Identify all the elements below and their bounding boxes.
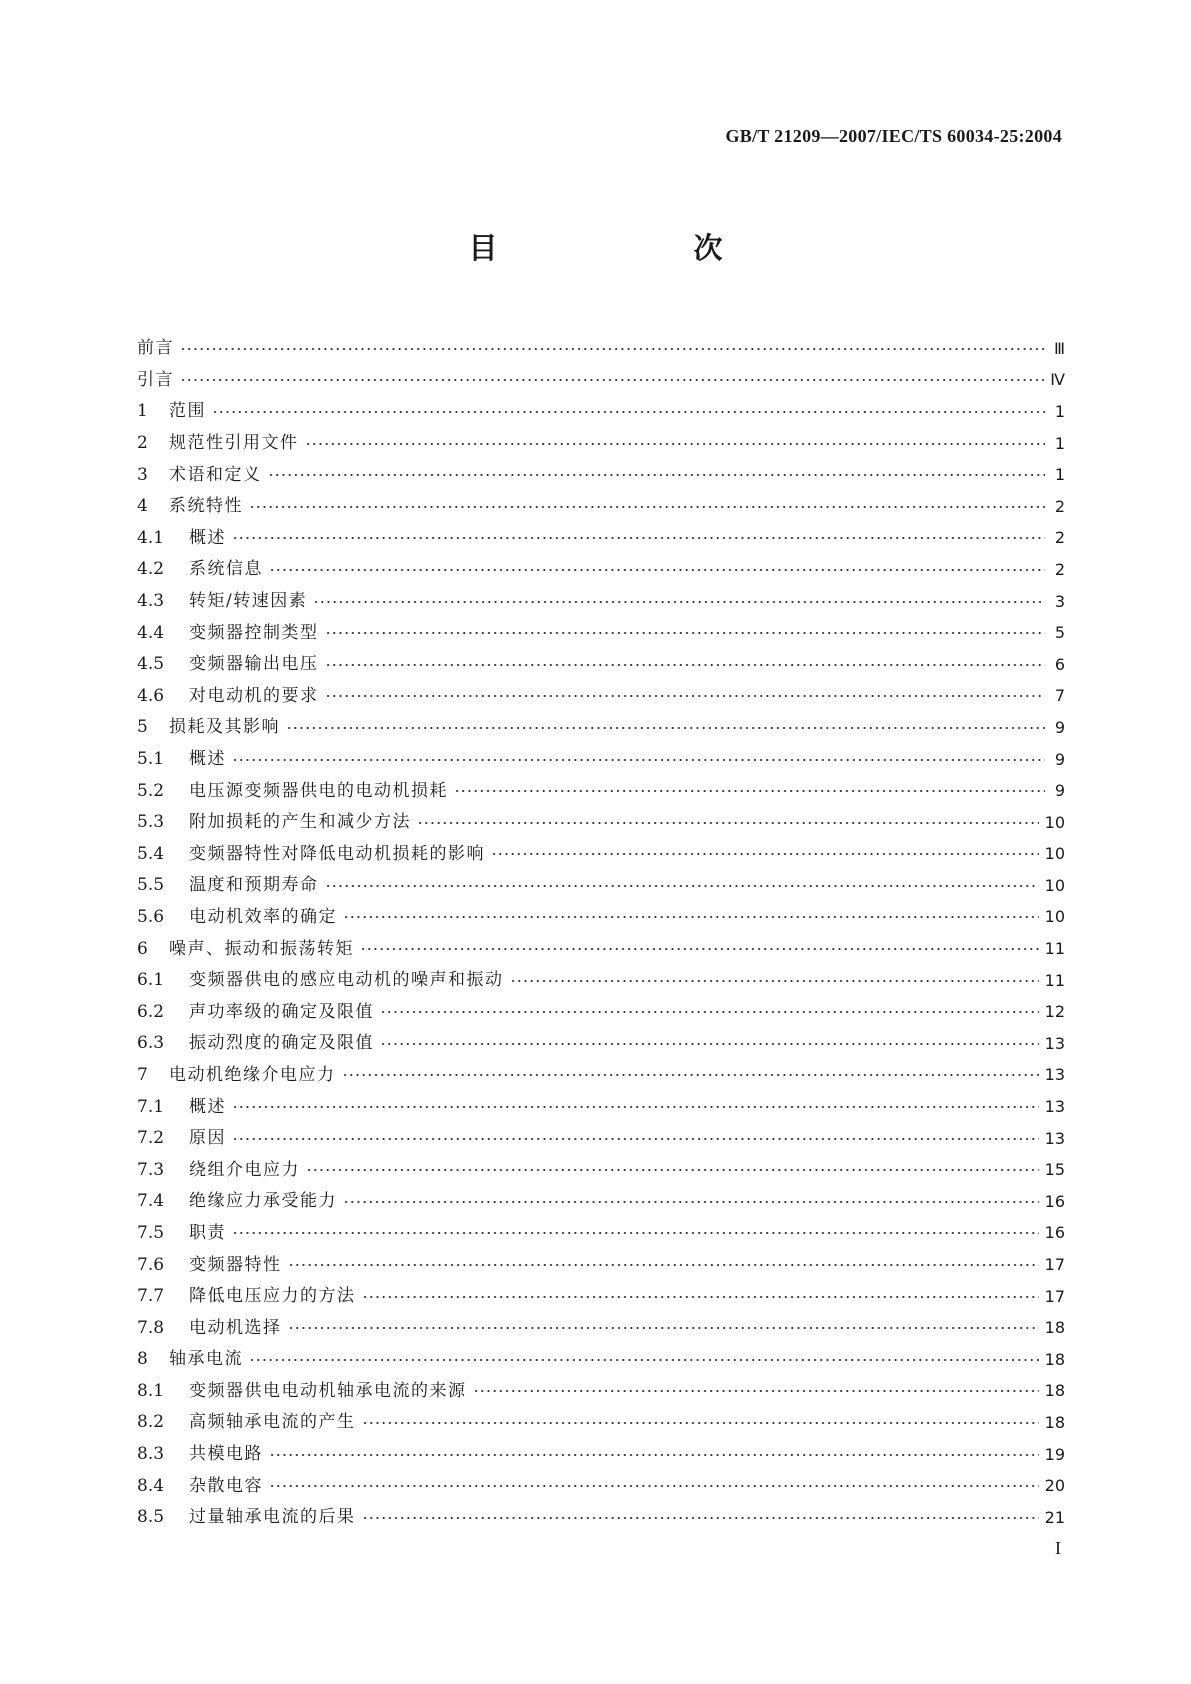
toc-entry-page: 10 (1044, 875, 1065, 895)
toc-dot-leader (232, 1135, 1039, 1143)
toc-entry-number: 7.8 (137, 1317, 165, 1338)
toc-entry-page: 15 (1044, 1160, 1065, 1180)
toc-entry-label: 共模电路 (189, 1444, 263, 1465)
toc-entry-page: 12 (1044, 1002, 1065, 1022)
toc-dot-leader (417, 819, 1039, 827)
toc-entry-number: 8.5 (137, 1507, 165, 1528)
toc-dot-leader (343, 913, 1039, 921)
toc-entry-number: 4 (137, 496, 148, 517)
toc-entry-number: 8.3 (137, 1444, 165, 1465)
toc-entry[interactable] (137, 712, 1065, 744)
toc-entry-label: 变频器供电电动机轴承电流的来源 (189, 1380, 467, 1401)
toc-entry-label: 变频器特性 (189, 1254, 282, 1275)
toc-dot-leader (491, 850, 1039, 858)
toc-entry-page: 2 (1054, 528, 1065, 548)
toc-dot-leader (249, 1356, 1039, 1364)
toc-entry-label: 声功率级的确定及限值 (189, 1001, 374, 1022)
toc-entry-page: 9 (1054, 781, 1065, 801)
toc-entry-page: 10 (1044, 844, 1065, 864)
toc-entry-number: 8.4 (137, 1475, 165, 1496)
toc-entry-number: 7.2 (137, 1128, 165, 1149)
toc-entry-page: 5 (1054, 623, 1065, 643)
toc-dot-leader (313, 598, 1045, 606)
toc-entry[interactable] (137, 1312, 1065, 1344)
toc-entry-number: 8 (137, 1349, 148, 1370)
toc-entry-label: 振动烈度的确定及限值 (189, 1033, 374, 1054)
toc-dot-leader (306, 1166, 1039, 1174)
toc-entry-page: 18 (1044, 1349, 1065, 1369)
toc-entry-page: 13 (1044, 1097, 1065, 1117)
toc-entry-page: 13 (1044, 1128, 1065, 1148)
toc-entry[interactable] (137, 1470, 1065, 1502)
toc-dot-leader (362, 1514, 1039, 1522)
toc-entry-number: 6.1 (137, 970, 165, 991)
toc-dot-leader (232, 756, 1045, 764)
toc-dot-leader (362, 1293, 1039, 1301)
toc-dot-leader (269, 566, 1045, 574)
toc-entry-page: 16 (1044, 1223, 1065, 1243)
toc-entry-number: 7.6 (137, 1254, 165, 1275)
toc-entry-page: 9 (1054, 717, 1065, 737)
toc-dot-leader (343, 1198, 1039, 1206)
toc-entry[interactable] (137, 1091, 1065, 1123)
toc-entry-page: Ⅲ (1053, 338, 1065, 358)
toc-dot-leader (288, 1324, 1039, 1332)
toc-entry-page: 9 (1054, 749, 1065, 769)
toc-entry[interactable] (137, 1249, 1065, 1281)
toc-entry[interactable] (137, 870, 1065, 902)
toc-entry[interactable] (137, 396, 1065, 428)
toc-dot-leader (325, 661, 1046, 669)
toc-entry-number: 4.2 (137, 559, 165, 580)
toc-entry-number: 5.3 (137, 812, 165, 833)
toc-entry[interactable] (137, 1376, 1065, 1408)
toc-entry-number: 7.3 (137, 1159, 165, 1180)
toc-entry-number: 7 (137, 1064, 148, 1085)
page-title: 目 次 (468, 231, 769, 265)
toc-entry-page: 17 (1044, 1255, 1065, 1275)
toc-entry-number: 1 (137, 401, 148, 422)
toc-entry-label: 变频器特性对降低电动机损耗的影响 (189, 843, 485, 864)
toc-entry-label: 绕组介电应力 (189, 1159, 300, 1180)
toc-entry-page: 1 (1054, 433, 1065, 453)
toc-entry-number: 6 (137, 938, 148, 959)
toc-entry-number: 5.2 (137, 780, 165, 801)
toc-entry-page: 2 (1054, 559, 1065, 579)
toc-dot-leader (305, 440, 1046, 448)
toc-entry-label: 概述 (189, 527, 226, 548)
toc-entry-page: 1 (1054, 465, 1065, 485)
toc-entry[interactable] (137, 617, 1065, 649)
toc-entry-label: 轴承电流 (169, 1349, 243, 1370)
toc-entry[interactable] (137, 1154, 1065, 1186)
toc-dot-leader (342, 1071, 1039, 1079)
toc-entry[interactable] (137, 649, 1065, 681)
toc-entry-page: 6 (1054, 654, 1065, 674)
page-number: I (1055, 1538, 1061, 1558)
toc-entry-number: 5 (137, 717, 148, 738)
toc-entry-page: 2 (1054, 496, 1065, 516)
toc-entry-number: 4.5 (137, 654, 165, 675)
toc-entry-label: 变频器供电的感应电动机的噪声和振动 (189, 970, 504, 991)
toc-entry-page: 13 (1044, 1033, 1065, 1053)
toc-entry-number: 4.6 (137, 685, 165, 706)
toc-entry-page: 19 (1044, 1444, 1065, 1464)
toc-entry[interactable] (137, 554, 1065, 586)
toc-entry-number: 5.1 (137, 749, 165, 770)
toc-entry[interactable] (137, 1060, 1065, 1092)
toc-dot-leader (232, 1229, 1039, 1237)
toc-dot-leader (325, 882, 1039, 890)
toc-dot-leader (325, 629, 1046, 637)
toc-entry[interactable] (137, 1281, 1065, 1313)
toc-entry[interactable] (137, 428, 1065, 460)
toc-entry[interactable] (137, 933, 1065, 965)
toc-entry[interactable] (137, 775, 1065, 807)
toc-entry-label: 职责 (189, 1222, 226, 1243)
toc-entry-label: 规范性引用文件 (169, 433, 299, 454)
toc-entry-page: 18 (1044, 1412, 1065, 1432)
toc-entry[interactable] (137, 1123, 1065, 1155)
toc-entry-page: 10 (1044, 907, 1065, 927)
toc-entry-page: Ⅳ (1050, 370, 1065, 390)
toc-dot-leader (454, 787, 1045, 795)
toc-dot-leader (380, 1008, 1039, 1016)
table-of-contents (137, 333, 1065, 1534)
toc-entry-label: 系统特性 (169, 496, 243, 517)
toc-entry-label: 系统信息 (189, 559, 263, 580)
toc-entry[interactable] (137, 902, 1065, 934)
toc-dot-leader (286, 724, 1045, 732)
toc-dot-leader (360, 945, 1039, 953)
toc-dot-leader (232, 1103, 1039, 1111)
toc-dot-leader (180, 376, 1044, 384)
toc-dot-leader (325, 692, 1046, 700)
toc-entry-page: 11 (1044, 939, 1065, 959)
toc-entry-label: 变频器控制类型 (189, 622, 319, 643)
toc-entry-number: 6.2 (137, 1001, 165, 1022)
toc-entry[interactable] (137, 1344, 1065, 1376)
toc-entry-number: 7.7 (137, 1286, 165, 1307)
toc-entry-label: 电压源变频器供电的电动机损耗 (189, 780, 448, 801)
toc-entry-label: 降低电压应力的方法 (189, 1286, 356, 1307)
toc-entry[interactable] (137, 681, 1065, 713)
toc-entry-label: 概述 (189, 749, 226, 770)
toc-entry-page: 16 (1044, 1191, 1065, 1211)
toc-entry-label: 温度和预期寿命 (189, 875, 319, 896)
toc-entry[interactable] (137, 491, 1065, 523)
toc-entry-label: 电动机选择 (189, 1317, 282, 1338)
toc-entry[interactable] (137, 333, 1065, 365)
toc-entry-number: 6.3 (137, 1033, 165, 1054)
toc-entry-number: 4.3 (137, 591, 165, 612)
toc-entry[interactable] (137, 1407, 1065, 1439)
toc-dot-leader (268, 471, 1046, 479)
toc-entry-label: 范围 (169, 401, 206, 422)
toc-entry-number: 8.1 (137, 1380, 165, 1401)
toc-entry-number: 5.4 (137, 843, 165, 864)
toc-entry-label: 绝缘应力承受能力 (189, 1191, 337, 1212)
toc-entry-label: 转矩/转速因素 (189, 591, 308, 612)
toc-entry-page: 3 (1054, 591, 1065, 611)
toc-entry[interactable] (137, 523, 1065, 555)
toc-entry-page: 21 (1044, 1507, 1065, 1527)
toc-entry[interactable] (137, 1218, 1065, 1250)
toc-entry-label: 高频轴承电流的产生 (189, 1412, 356, 1433)
toc-entry-label: 变频器输出电压 (189, 654, 319, 675)
toc-entry-page: 17 (1044, 1286, 1065, 1306)
toc-entry[interactable] (137, 807, 1065, 839)
toc-entry[interactable] (137, 965, 1065, 997)
toc-entry-label: 过量轴承电流的后果 (189, 1507, 356, 1528)
toc-entry-page: 13 (1044, 1065, 1065, 1085)
toc-entry-number: 5.6 (137, 906, 165, 927)
toc-dot-leader (288, 1261, 1039, 1269)
toc-entry-page: 1 (1054, 401, 1065, 421)
toc-entry-label: 引言 (137, 369, 174, 390)
toc-entry-number: 5.5 (137, 875, 165, 896)
toc-entry[interactable] (137, 1439, 1065, 1471)
toc-entry-number: 3 (137, 464, 148, 485)
toc-entry[interactable] (137, 365, 1065, 397)
toc-entry-number: 2 (137, 433, 148, 454)
toc-entry[interactable] (137, 744, 1065, 776)
toc-entry-page: 20 (1044, 1476, 1065, 1496)
standard-code: GB/T 21209—2007/IEC/TS 60034-25:2004 (725, 126, 1062, 146)
toc-dot-leader (380, 1040, 1039, 1048)
toc-entry[interactable] (137, 586, 1065, 618)
toc-entry-page: 18 (1044, 1381, 1065, 1401)
toc-entry-label: 概述 (189, 1096, 226, 1117)
toc-entry-label: 前言 (137, 338, 174, 359)
toc-dot-leader (249, 503, 1045, 511)
toc-entry-label: 原因 (189, 1128, 226, 1149)
toc-entry-label: 杂散电容 (189, 1475, 263, 1496)
toc-entry-page: 11 (1044, 970, 1065, 990)
toc-entry-label: 术语和定义 (169, 464, 262, 485)
toc-entry-number: 4.4 (137, 622, 165, 643)
toc-entry-page: 18 (1044, 1318, 1065, 1338)
toc-entry-label: 电动机绝缘介电应力 (169, 1064, 336, 1085)
toc-dot-leader (212, 408, 1045, 416)
toc-entry-label: 对电动机的要求 (189, 685, 319, 706)
toc-entry-page: 7 (1054, 686, 1065, 706)
toc-entry-number: 7.4 (137, 1191, 165, 1212)
toc-entry-label: 损耗及其影响 (169, 717, 280, 738)
toc-entry[interactable] (137, 459, 1065, 491)
toc-entry-label: 噪声、振动和振荡转矩 (169, 938, 354, 959)
toc-dot-leader (180, 345, 1045, 353)
toc-dot-leader (269, 1482, 1039, 1490)
toc-dot-leader (269, 1451, 1039, 1459)
toc-entry[interactable] (137, 1502, 1065, 1534)
toc-entry-number: 7.5 (137, 1222, 165, 1243)
toc-entry-label: 电动机效率的确定 (189, 906, 337, 927)
toc-dot-leader (362, 1419, 1039, 1427)
toc-entry[interactable] (137, 1028, 1065, 1060)
toc-entry[interactable] (137, 1186, 1065, 1218)
toc-dot-leader (510, 977, 1039, 985)
toc-entry-number: 8.2 (137, 1412, 165, 1433)
toc-entry-number: 4.1 (137, 527, 165, 548)
toc-dot-leader (473, 1387, 1039, 1395)
toc-entry[interactable] (137, 839, 1065, 871)
toc-entry-label: 附加损耗的产生和减少方法 (189, 812, 411, 833)
toc-entry[interactable] (137, 996, 1065, 1028)
toc-entry-page: 10 (1044, 812, 1065, 832)
toc-entry-number: 7.1 (137, 1096, 165, 1117)
toc-dot-leader (232, 534, 1045, 542)
